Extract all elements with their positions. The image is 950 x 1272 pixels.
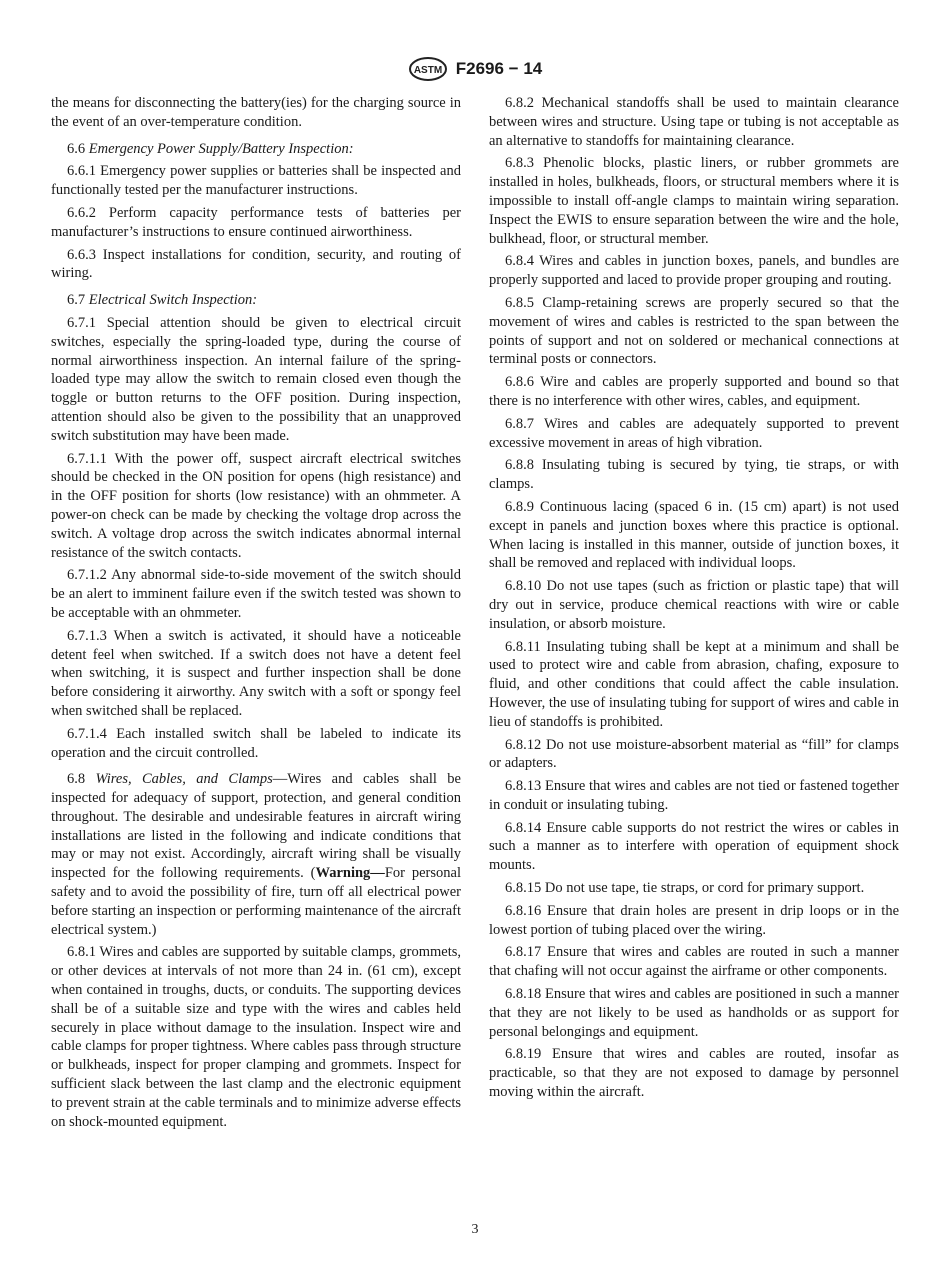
paragraph: 6.8.2 Mechanical standoffs shall be used to maintain clearance between wires and structure. Using tape or tubing is not acceptable as an alternative to standoffs for maintaining clearance.	[489, 95, 899, 149]
paragraph: 6.8.16 Ensure that drain holes are present in drip loops or in the lowest portion of tubing placed over the wiring.	[489, 902, 899, 938]
paragraph: 6.8.12 Do not use moisture-absorbent material as “fill” for clamps or adapters.	[489, 736, 899, 772]
paragraph: 6.8.15 Do not use tape, tie straps, or cord for primary support.	[505, 880, 865, 897]
paragraph: 6.8.4 Wires and cables in junction boxes, panels, and bundles are properly supported and laced to provide proper grouping and routing.	[489, 253, 899, 289]
logo-text: ASTM	[413, 65, 442, 76]
paragraph: 6.8.7 Wires and cables are adequately supported to prevent excessive movement in areas of high vibration.	[489, 415, 899, 451]
paragraph: 6.7.1.3 When a switch is activated, it should have a noticeable detent feel when switched. If a switch does not have a detent feel when switching, it is suspect and further inspection shall be done before considering it airworthy. Any switch with a soft or spongy feel when switched shall be replaced.	[51, 627, 461, 719]
paragraph: 6.8.13 Ensure that wires and cables are not tied or fastened together in conduit or insulating tubing.	[489, 778, 899, 813]
paragraph: 6.7.1.1 With the power off, suspect aircraft electrical switches should be checked in the ON position for opens (high resistance) and in the OFF position for shorts (low resistance) with an ohmmeter. A power-on check can be made by checking the voltage drop across the switch. A voltage drop across the switch indicates abnormal internal resistance of the switch contacts.	[51, 450, 461, 561]
paragraph: 6.8.6 Wire and cables are properly supported and bound so that there is no interference with other wires, cables, and equipment.	[489, 374, 899, 409]
paragraph: 6.8.1 Wires and cables are supported by suitable clamps, grommets, or other devices at intervals of not more than 24 in. (61 cm), except when contained in troughs, ducts, or conduits. The supporting devices shall be of a suitable size and type with the wires and cables held securely in place without damage to the insulation. Inspect wire and cable clamps for proper tightness. Where cables pass through structure or bulkheads, inspect for proper clamping and grommets. Inspect for sufficient slack between the last clamp and the electronic equipment to prevent strain at the cable terminals and to minimize adverse effects on shock-mounted equipment.	[51, 944, 461, 1130]
section-6-8: 6.8 Wires, Cables, and Clamps—Wires and cables shall be inspected for adequacy of support, protection, and general condition throughout. The desirable and undesirable features in aircraft wiring installations are listed in the following and indicate conditions that may or may not exist. Accordingly, aircraft wiring shall be visually inspected for the following requirements. (Warning—For personal safety and to avoid the possibility of fire, turn off all electrical power before starting an inspection or performing maintenance of the aircraft electrical system.)	[51, 771, 461, 938]
paragraph: the means for disconnecting the battery(ies) for the charging source in the event of an over-temperature condition.	[51, 95, 461, 130]
document-number: F2696 − 14	[455, 59, 543, 78]
section-heading-6-7: 6.7 Electrical Switch Inspection:	[67, 292, 258, 309]
paragraph: 6.8.3 Phenolic blocks, plastic liners, or rubber grommets are installed in holes, bulkheads, floors, or structural members where it is impossible to install off-angle clamps to maintain wiring separation. Inspect the EWIS to ensure separation between the wire and the hole, bulkhead, floor, or structural member.	[489, 155, 899, 247]
paragraph: 6.8.10 Do not use tapes (such as friction or plastic tape) that will dry out in service, produce chemical reactions with wire or cable insulation, or absorb moisture.	[489, 578, 899, 632]
right-column	[489, 94, 899, 1106]
paragraph: 6.8.14 Ensure cable supports do not restrict the wires or cables in such a manner as to interfere with operation of equipment shock mounts.	[489, 819, 899, 874]
astm-logo-icon	[408, 56, 448, 82]
page-number: 3	[471, 1222, 479, 1237]
paragraph: 6.8.11 Insulating tubing shall be kept at a minimum and shall be used to protect wire and cable from abrasion, chafing, exposure to fluid, and other conditions that could affect the cable insulation. However, the use of insulating tubing for support of wires and cable in lieu of standoffs is prohibited.	[489, 638, 899, 730]
page-header	[0, 56, 950, 82]
paragraph: 6.6.1 Emergency power supplies or batteries shall be inspected and functionally tested per the manufacturer instructions.	[51, 163, 461, 199]
paragraph: 6.7.1.2 Any abnormal side-to-side movement of the switch should be an alert to imminent failure even if the switch tested was shown to be acceptable with an ohmmeter.	[51, 567, 461, 621]
paragraph: 6.8.19 Ensure that wires and cables are routed, insofar as practicable, so that they are not exposed to damage by personnel moving within the aircraft.	[489, 1046, 899, 1101]
paragraph: 6.6.3 Inspect installations for condition, security, and routing of wiring.	[51, 246, 461, 282]
paragraph: 6.8.18 Ensure that wires and cables are positioned in such a manner that they are not likely to be used as handholds or as support for personal belongings and equipment.	[489, 986, 899, 1040]
paragraph: 6.8.17 Ensure that wires and cables are routed in such a manner that chafing will not occur against the airframe or other components.	[489, 944, 899, 980]
paragraph: 6.6.2 Perform capacity performance tests of batteries per manufacturer’s instructions to ensure continued airworthiness.	[51, 204, 461, 240]
left-column	[51, 94, 461, 1135]
paragraph: 6.8.5 Clamp-retaining screws are properly secured so that the movement of wires and cables is restricted to the span between the points of support and not on soldered or mechanical connections at terminal posts or connectors.	[489, 294, 899, 368]
paragraph: 6.8.8 Insulating tubing is secured by tying, tie straps, or with clamps.	[489, 457, 899, 493]
paragraph: 6.7.1 Special attention should be given to electrical circuit switches, especially the spring-loaded type, during the course of normal airworthiness inspection. An internal failure of the spring-loaded type may allow the switch to remain closed even though the toggle or button returns to the OFF position. During inspection, attention should also be given to the possibility that an unapproved switch substitution may have been made.	[51, 314, 461, 444]
paragraph: 6.8.9 Continuous lacing (spaced 6 in. (15 cm) apart) is not used except in panels and junction boxes where this practice is optional. When lacing is installed in this manner, outside of junction boxes, it shall be removed and replaced with individual loops.	[489, 498, 899, 572]
paragraph: 6.7.1.4 Each installed switch shall be labeled to indicate its operation and the circuit controlled.	[51, 725, 461, 761]
section-heading-6-6: 6.6 Emergency Power Supply/Battery Inspection:	[67, 140, 354, 157]
